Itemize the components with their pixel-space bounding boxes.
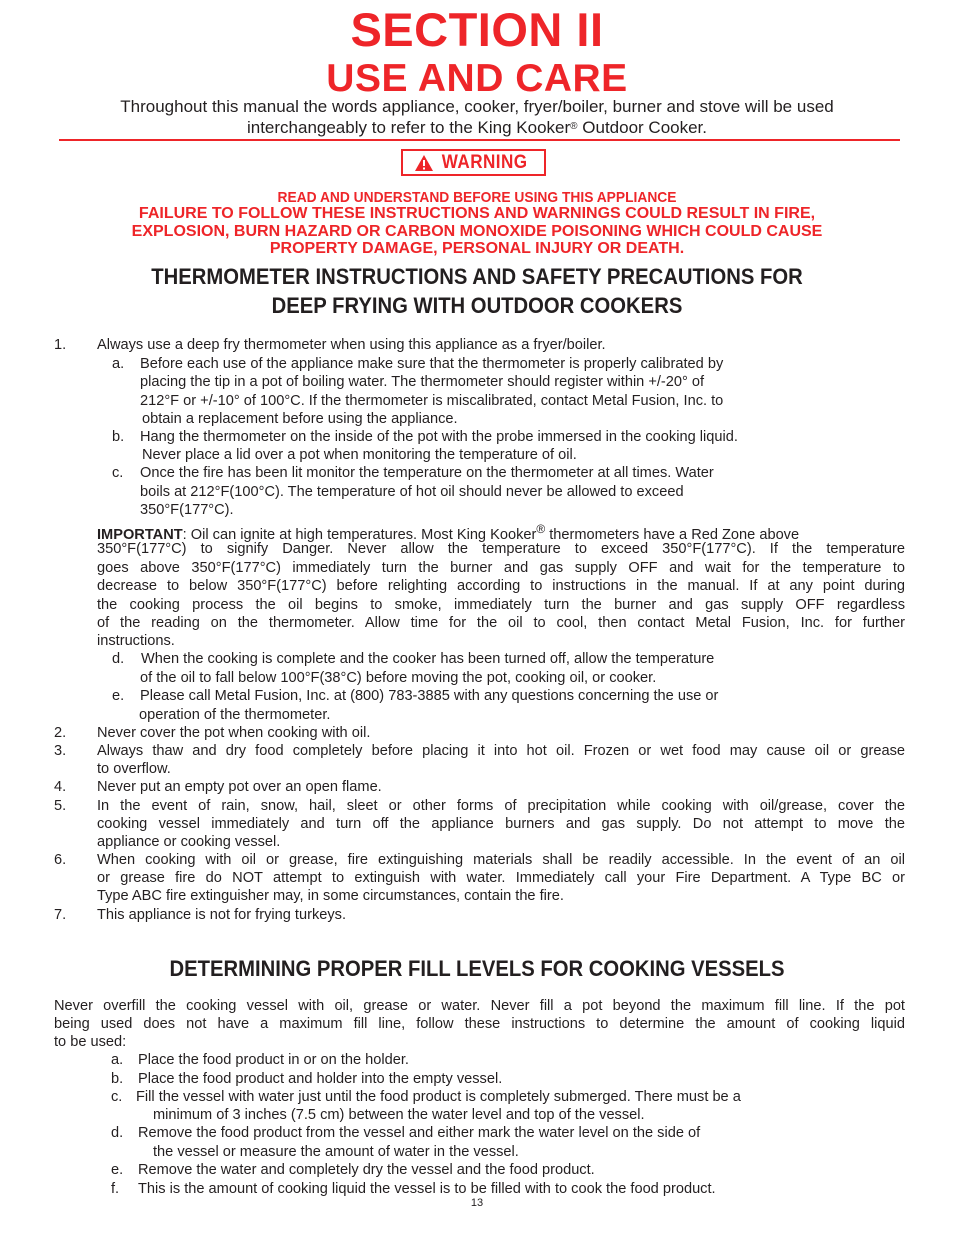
list-item: cooking vessel immediately and turn off the appliance burners and gas supply. Do not attempt to move the: [97, 816, 905, 832]
sub-item-line: Hang the thermometer on the inside of the pot with the probe immersed in the cooking liquid.: [140, 429, 738, 445]
sub-item-line: Remove the water and completely dry the vessel and the food product.: [138, 1162, 595, 1178]
important-label: IMPORTANT: [97, 527, 183, 543]
intro-text-end: Outdoor Cooker.: [577, 118, 708, 137]
sub-item-line: Please call Metal Fusion, Inc. at (800) 783-3885 with any questions concerning the use or: [140, 688, 719, 704]
warning-line-2: EXPLOSION, BURN HAZARD OR CARBON MONOXIDE POISONING WHICH COULD CAUSE: [131, 222, 823, 240]
important-line: 350°F(177°C) to signify Danger. Never allow the temperature to exceed 350°F(177°C). If the temperature: [97, 541, 905, 557]
list-item: In the event of rain, snow, hail, sleet or other forms of precipitation while cooking with oil/grease, cover the: [97, 798, 905, 814]
list-number: 4.: [54, 779, 67, 795]
sub-item-line: of the oil to fall below 100°F(38°C) before moving the pot, cooking oil, or cooker.: [140, 670, 657, 686]
registered-mark: ®: [536, 522, 546, 536]
important-text: : Oil can ignite at high temperatures. Most King Kooker: [182, 527, 537, 543]
intro-line-2: [40, 117, 914, 138]
sub-label: c.: [111, 1089, 123, 1105]
sub-label: e.: [111, 1162, 124, 1178]
important-text-end: thermometers have a Red Zone above: [545, 527, 800, 543]
list-number: 7.: [54, 907, 67, 923]
sub-label: b.: [111, 1071, 124, 1087]
list-number: 6.: [54, 852, 67, 868]
thermometer-heading-line-1: THERMOMETER INSTRUCTIONS AND SAFETY PRECAUTIONS FOR: [151, 264, 803, 289]
fill-paragraph-line: to be used:: [54, 1034, 127, 1050]
sub-label: a.: [112, 356, 125, 372]
warning-read-notice: READ AND UNDERSTAND BEFORE USING THIS APPLIANCE: [277, 189, 677, 206]
list-item: Never put an empty pot over an open flame.: [97, 779, 382, 795]
warning-label: [401, 149, 546, 176]
sub-item-line: operation of the thermometer.: [139, 707, 331, 723]
list-item: Never cover the pot when cooking with oil.: [97, 725, 371, 741]
list-number: 1.: [54, 337, 67, 353]
sub-label: c.: [112, 465, 124, 481]
sub-item-line: obtain a replacement before using the appliance.: [142, 411, 458, 427]
sub-item-line: the vessel or measure the amount of water in the vessel.: [153, 1144, 519, 1160]
sub-item-line: When the cooking is complete and the cooker has been turned off, allow the temperature: [141, 651, 715, 667]
sub-item-line: boils at 212°F(100°C). The temperature of hot oil should never be allowed to exceed: [140, 484, 684, 500]
fill-levels-heading: DETERMINING PROPER FILL LEVELS FOR COOKING VESSELS: [169, 956, 785, 981]
list-item: Always thaw and dry food completely before placing it into hot oil. Frozen or wet food may cause oil or grease: [97, 743, 905, 759]
sub-item-line: Place the food product and holder into the empty vessel.: [138, 1071, 503, 1087]
sub-item-line: 350°F(177°C).: [140, 502, 234, 518]
list-item: appliance or cooking vessel.: [97, 834, 281, 850]
list-item: Always use a deep fry thermometer when using this appliance as a fryer/boiler.: [97, 337, 606, 353]
fill-paragraph-line: Never overfill the cooking vessel with oil, grease or water. Never fill a pot beyond the maximum fill line. If the pot: [54, 998, 905, 1014]
list-item: When cooking with oil or grease, fire extinguishing materials shall be readily accessible. In the event of an oil: [97, 852, 905, 868]
sub-item-line: minimum of 3 inches (7.5 cm) between the water level and top of the vessel.: [153, 1107, 645, 1123]
sub-item-line: Place the food product in or on the holder.: [138, 1052, 409, 1068]
thermometer-heading-line-2: DEEP FRYING WITH OUTDOOR COOKERS: [271, 293, 683, 318]
list-number: 2.: [54, 725, 67, 741]
sub-item-line: placing the tip in a pot of boiling water. The thermometer should register within +/-20° of: [140, 374, 705, 390]
list-item: or grease fire do NOT attempt to extinguish with water. Immediately call your Fire Department. A Type BC or: [97, 870, 905, 886]
warning-word: WARNING: [442, 151, 528, 173]
sub-item-line: Before each use of the appliance make sure that the thermometer is properly calibrated by: [140, 356, 724, 372]
alert-triangle-icon: [414, 154, 434, 172]
page-number: 13: [470, 1197, 484, 1209]
fill-paragraph-line: being used does not have a maximum fill line, follow these instructions to determine the amount of cooking liquid: [54, 1016, 905, 1032]
important-line: goes above 350°F(177°C) immediately turn the burner and gas supply OFF and wait for the temperature to: [97, 560, 905, 576]
sub-item-line: 212°F or +/-10° of 100°C. If the thermometer is miscalibrated, contact Metal Fusion, Inc. to: [140, 393, 724, 409]
sub-label: b.: [112, 429, 125, 445]
sub-label: d.: [111, 1125, 124, 1141]
sub-label: f.: [111, 1181, 120, 1197]
important-line: instructions.: [97, 633, 175, 649]
warning-line-3: PROPERTY DAMAGE, PERSONAL INJURY OR DEATH.: [269, 240, 685, 257]
sub-item-line: Once the fire has been lit monitor the temperature on the thermometer at all times. Water: [140, 465, 714, 481]
sub-label: d.: [112, 651, 125, 667]
section-subtitle: USE AND CARE: [326, 57, 628, 100]
intro-line-1: Throughout this manual the words appliance, cooker, fryer/boiler, burner and stove will be used: [120, 97, 834, 116]
sub-label: e.: [112, 688, 125, 704]
sub-item-line: Fill the vessel with water just until the food product is completely submerged. There must be a: [136, 1089, 741, 1105]
warning-line-1: FAILURE TO FOLLOW THESE INSTRUCTIONS AND WARNINGS COULD RESULT IN FIRE,: [138, 205, 816, 222]
important-line: the cooking process the oil begins to smoke, immediately turn the burner and gas supply OFF regardless: [97, 597, 905, 613]
intro-text: interchangeably to refer to the King Kooker: [246, 118, 571, 137]
warning-failure-notice: [40, 205, 914, 258]
sub-item-line: Never place a lid over a pot when monitoring the temperature of oil.: [142, 447, 577, 463]
header-divider: [59, 139, 900, 141]
important-line: of the reading on the thermometer. Allow time for the oil to cool, then contact Metal Fusion, Inc. for further: [97, 615, 905, 631]
list-item: Type ABC fire extinguisher may, in some circumstances, contain the fire.: [97, 888, 564, 904]
list-item: This appliance is not for frying turkeys.: [97, 907, 347, 923]
registered-mark: ®: [570, 121, 578, 132]
list-number: 3.: [54, 743, 67, 759]
intro-paragraph: [40, 97, 914, 138]
sub-item-line: This is the amount of cooking liquid the vessel is to be filled with to cook the food product.: [138, 1181, 716, 1197]
section-title: SECTION II: [350, 3, 604, 56]
sub-label: a.: [111, 1052, 124, 1068]
list-number: 5.: [54, 798, 67, 814]
sub-item-line: Remove the food product from the vessel and either mark the water level on the side of: [138, 1125, 701, 1141]
list-item: to overflow.: [97, 761, 171, 777]
important-line: decrease to below 350°F(177°C) before relighting according to instructions in the manual. If at any point during: [97, 578, 905, 594]
